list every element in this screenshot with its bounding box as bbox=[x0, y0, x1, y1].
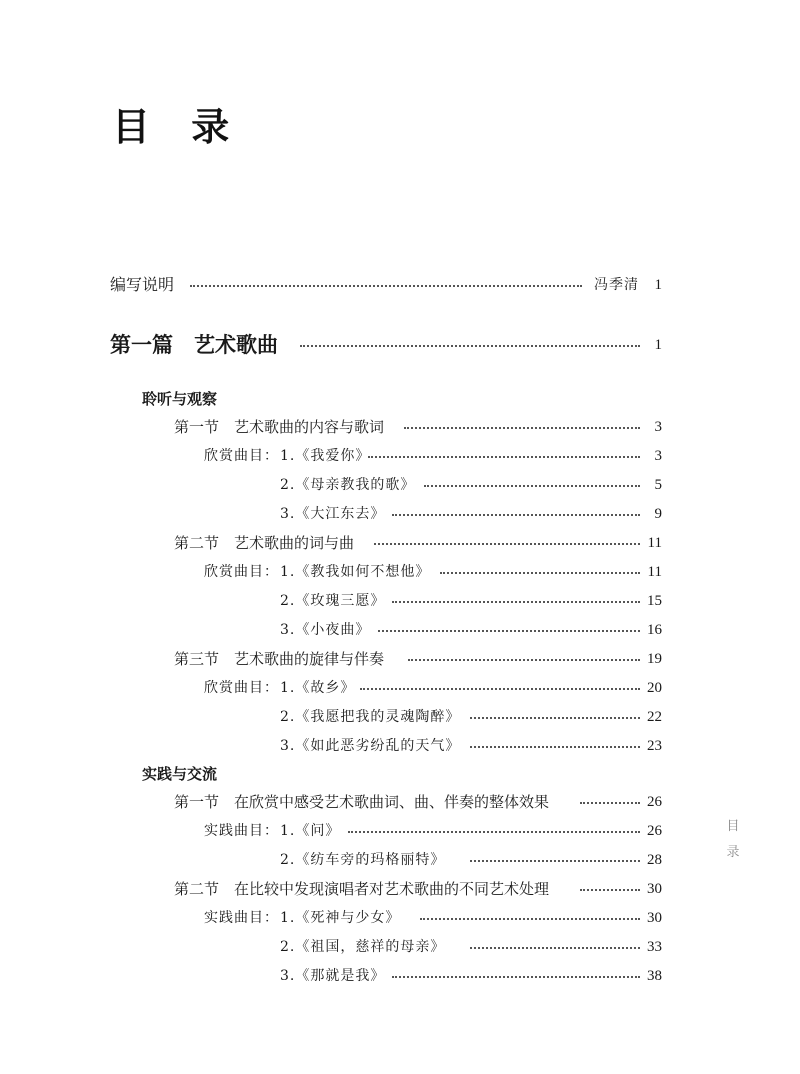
toc-entry-section[interactable] bbox=[0, 790, 800, 814]
dot-leader bbox=[392, 976, 640, 978]
toc-entry-page: 38 bbox=[647, 968, 662, 984]
toc-entry-prefix: 实践曲目： bbox=[204, 823, 279, 839]
toc-entry-page: 1 bbox=[654, 337, 662, 353]
dot-leader bbox=[580, 802, 640, 804]
toc-entry-page: 19 bbox=[647, 651, 662, 667]
toc-entry-piece[interactable] bbox=[0, 502, 800, 526]
toc-group-heading bbox=[0, 387, 800, 411]
toc-entry-preface[interactable] bbox=[0, 273, 800, 297]
toc-entry-page: 33 bbox=[647, 939, 662, 955]
toc-entry-label: 2.《纺车旁的玛格丽特》 bbox=[280, 852, 446, 868]
toc-entry-label: 编写说明 bbox=[110, 275, 175, 294]
toc-entry-page: 28 bbox=[647, 852, 662, 868]
dot-leader bbox=[408, 659, 640, 661]
toc-entry-page: 1 bbox=[654, 277, 662, 293]
dot-leader bbox=[378, 630, 640, 632]
dot-leader bbox=[470, 947, 640, 949]
dot-leader bbox=[300, 345, 640, 347]
toc-entry-piece[interactable] bbox=[0, 705, 800, 729]
toc-entry-piece[interactable] bbox=[0, 560, 800, 584]
dot-leader bbox=[580, 889, 640, 891]
dot-leader bbox=[374, 543, 640, 545]
toc-entry-prefix: 欣赏曲目： bbox=[204, 564, 279, 580]
toc-entry-page: 3 bbox=[654, 448, 662, 464]
toc-entry-label: 第二节 艺术歌曲的词与曲 bbox=[174, 534, 355, 552]
toc-entry-label: 3.《如此恶劣纷乱的天气》 bbox=[280, 738, 461, 754]
side-section-label: 目录 bbox=[726, 819, 740, 860]
dot-leader bbox=[392, 601, 640, 603]
dot-leader bbox=[348, 831, 640, 833]
toc-entry-piece[interactable] bbox=[0, 676, 800, 700]
toc-entry-page: 16 bbox=[647, 622, 662, 638]
dot-leader bbox=[392, 514, 640, 516]
toc-entry-label: 1.《我爱你》 bbox=[280, 448, 371, 464]
toc-entry-label: 2.《玫瑰三愿》 bbox=[280, 593, 386, 609]
toc-entry-piece[interactable] bbox=[0, 444, 800, 468]
toc-entry-label: 2.《祖国，慈祥的母亲》 bbox=[280, 939, 446, 955]
toc-entry-page: 20 bbox=[647, 680, 662, 696]
toc-entry-piece[interactable] bbox=[0, 473, 800, 497]
toc-entry-page: 30 bbox=[647, 910, 662, 926]
toc-entry-section[interactable] bbox=[0, 877, 800, 901]
toc-entry-page: 9 bbox=[654, 506, 662, 522]
dot-leader bbox=[470, 746, 640, 748]
toc-entry-label: 第一篇 艺术歌曲 bbox=[110, 333, 278, 357]
toc-entry-author: 冯季清 bbox=[594, 277, 639, 293]
toc-entry-label: 2.《我愿把我的灵魂陶醉》 bbox=[280, 709, 461, 725]
toc-entry-label: 第三节 艺术歌曲的旋律与伴奏 bbox=[174, 650, 385, 668]
toc-entry-piece[interactable] bbox=[0, 618, 800, 642]
toc-entry-label: 第一节 在欣赏中感受艺术歌曲词、曲、伴奏的整体效果 bbox=[174, 793, 550, 811]
toc-entry-piece[interactable] bbox=[0, 589, 800, 613]
toc-entry-prefix: 欣赏曲目： bbox=[204, 448, 279, 464]
toc-entry-piece[interactable] bbox=[0, 906, 800, 930]
toc-group-label: 聆听与观察 bbox=[142, 390, 218, 408]
toc-entry-label: 1.《死神与少女》 bbox=[280, 910, 401, 926]
dot-leader bbox=[368, 456, 640, 458]
toc-entry-page: 15 bbox=[647, 593, 662, 609]
toc-entry-page: 26 bbox=[647, 823, 662, 839]
page-title: 目 录 bbox=[112, 105, 244, 149]
toc-entry-section[interactable] bbox=[0, 531, 800, 555]
toc-entry-label: 1.《教我如何不想他》 bbox=[280, 564, 431, 580]
toc-entry-piece[interactable] bbox=[0, 819, 800, 843]
toc-entry-piece[interactable] bbox=[0, 734, 800, 758]
toc-entry-piece[interactable] bbox=[0, 848, 800, 872]
dot-leader bbox=[420, 918, 640, 920]
toc-entry-label: 第二节 在比较中发现演唱者对艺术歌曲的不同艺术处理 bbox=[174, 880, 550, 898]
toc-entry-prefix: 实践曲目： bbox=[204, 910, 279, 926]
toc-entry-label: 3.《大江东去》 bbox=[280, 506, 386, 522]
dot-leader bbox=[440, 572, 640, 574]
dot-leader bbox=[470, 717, 640, 719]
toc-entry-label: 1.《故乡》 bbox=[280, 680, 356, 696]
dot-leader bbox=[470, 860, 640, 862]
toc-entry-piece[interactable] bbox=[0, 964, 800, 988]
toc-entry-label: 第一节 艺术歌曲的内容与歌词 bbox=[174, 418, 385, 436]
toc-entry-piece[interactable] bbox=[0, 935, 800, 959]
dot-leader bbox=[424, 485, 640, 487]
toc-entry-label: 1.《问》 bbox=[280, 823, 341, 839]
toc-entry-label: 3.《那就是我》 bbox=[280, 968, 386, 984]
dot-leader bbox=[404, 427, 640, 429]
toc-entry-page: 11 bbox=[647, 564, 662, 580]
toc-entry-page: 11 bbox=[647, 535, 662, 551]
toc-entry-page: 26 bbox=[647, 794, 662, 810]
toc-entry-prefix: 欣赏曲目： bbox=[204, 680, 279, 696]
toc-entry-page: 5 bbox=[654, 477, 662, 493]
toc-entry-page: 23 bbox=[647, 738, 662, 754]
toc-entry-page: 3 bbox=[654, 419, 662, 435]
toc-entry-section[interactable] bbox=[0, 415, 800, 439]
dot-leader bbox=[190, 285, 582, 287]
dot-leader bbox=[360, 688, 640, 690]
toc-group-heading bbox=[0, 762, 800, 786]
toc-entry-page: 22 bbox=[647, 709, 662, 725]
toc-entry-label: 2.《母亲教我的歌》 bbox=[280, 477, 416, 493]
toc-entry-section[interactable] bbox=[0, 647, 800, 671]
toc-entry-page: 30 bbox=[647, 881, 662, 897]
toc-entry-label: 3.《小夜曲》 bbox=[280, 622, 371, 638]
toc-entry-part-1[interactable] bbox=[0, 333, 800, 357]
toc-group-label: 实践与交流 bbox=[142, 765, 218, 783]
